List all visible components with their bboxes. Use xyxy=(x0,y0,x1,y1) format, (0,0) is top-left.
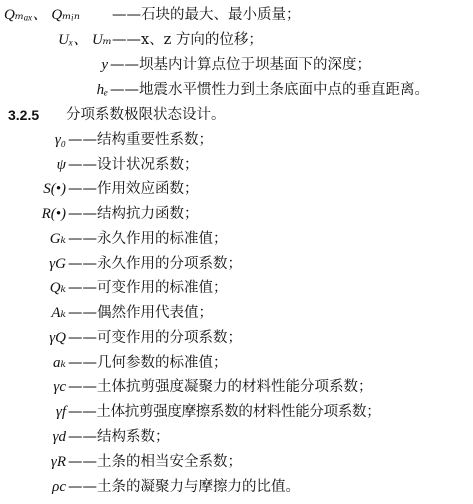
definition-text: ——偶然作用代表值； xyxy=(68,305,213,321)
symbol: γQ xyxy=(49,330,66,346)
symbol: γR xyxy=(50,454,66,470)
symbol: hₑ xyxy=(96,82,108,98)
definition-text: ——石块的最大、最小质量； xyxy=(112,7,301,23)
definition-row xyxy=(0,451,473,473)
definition-row xyxy=(0,277,473,299)
definition-row xyxy=(0,178,473,200)
section-number: 3.2.5 xyxy=(8,107,40,123)
definition-text: ——永久作用的标准值； xyxy=(68,231,228,247)
definition-row xyxy=(0,253,473,275)
section-heading xyxy=(0,104,473,126)
symbol: R(•) xyxy=(41,206,66,222)
definition-row xyxy=(0,401,473,423)
symbol: γ₀ xyxy=(54,132,66,148)
definition-row xyxy=(0,228,473,250)
definition-text: ——土条的凝聚力与摩擦力的比值。 xyxy=(68,479,300,495)
definition-text: ——永久作用的分项系数； xyxy=(68,256,242,272)
definition-row xyxy=(0,327,473,349)
symbol: S(•) xyxy=(43,181,66,197)
symbol: Qₖ xyxy=(49,280,66,296)
definition-text: ——结构重要性系数； xyxy=(68,132,213,148)
definition-text: ——可变作用的标准值； xyxy=(68,280,228,296)
definition-text: ——结构抗力函数； xyxy=(68,206,199,222)
definition-text: ——作用效应函数； xyxy=(68,181,199,197)
section-title: 分项系数极限状态设计。 xyxy=(66,107,226,123)
symbol: Uₓ、 Uₘ xyxy=(58,32,112,48)
definition-text: ——几何参数的标准值； xyxy=(68,355,228,371)
definition-row xyxy=(0,203,473,225)
definition-row xyxy=(0,476,473,498)
definition-row xyxy=(0,54,473,76)
symbol: Gₖ xyxy=(49,231,66,247)
symbol: ψ xyxy=(56,157,66,173)
symbol: γf xyxy=(55,404,66,420)
definition-row xyxy=(0,426,473,448)
definition-row xyxy=(0,352,473,374)
symbol: Qₘₐₓ、 Qₘᵢₙ xyxy=(4,7,80,23)
definition-row xyxy=(0,4,473,26)
definition-text: ——x、z 方向的位移； xyxy=(112,32,263,48)
symbol: γd xyxy=(52,429,66,445)
definition-row xyxy=(0,29,473,51)
definition-text: ——土体抗剪强度摩擦系数的材料性能分项系数； xyxy=(68,404,381,420)
symbol: γc xyxy=(53,379,66,395)
definition-row xyxy=(0,129,473,151)
definition-row xyxy=(0,302,473,324)
definition-text: ——土条的相当安全系数； xyxy=(68,454,242,470)
symbol: Aₖ xyxy=(51,305,66,321)
symbol: aₖ xyxy=(53,355,66,371)
symbol: γG xyxy=(49,256,66,272)
definition-text: ——土体抗剪强度凝聚力的材料性能分项系数； xyxy=(68,379,373,395)
definition-text: ——可变作用的分项系数； xyxy=(68,330,242,346)
symbol: ρc xyxy=(52,479,66,495)
symbol: y xyxy=(101,57,108,73)
definition-text: ——设计状况系数； xyxy=(68,157,199,173)
definition-row xyxy=(0,154,473,176)
definition-text: ——地震水平惯性力到土条底面中点的垂直距离。 xyxy=(110,82,429,98)
definition-text: ——结构系数； xyxy=(68,429,170,445)
definition-row xyxy=(0,79,473,101)
definition-text: ——坝基内计算点位于坝基面下的深度； xyxy=(110,57,371,73)
definition-row xyxy=(0,376,473,398)
